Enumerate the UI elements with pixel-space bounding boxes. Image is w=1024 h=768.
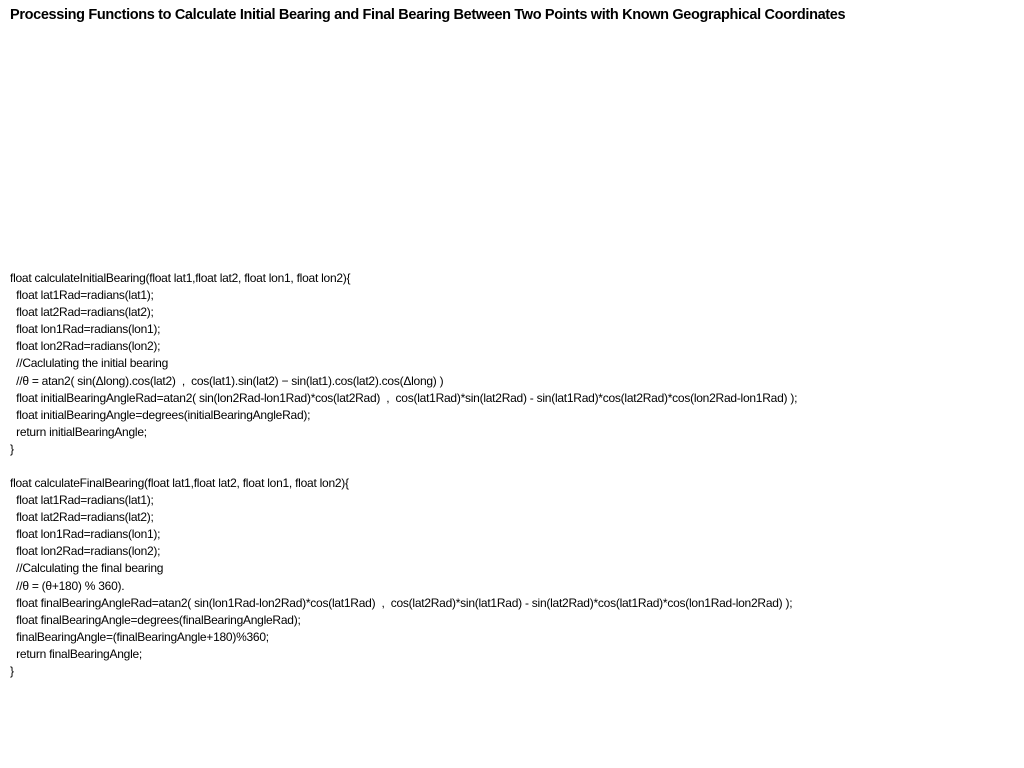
code-line: float calculateInitialBearing(float lat1,float lat2, float lon1, float lon2){ (10, 271, 351, 285)
code-line: float lat2Rad=radians(lat2); (10, 510, 154, 525)
code-line: float lat1Rad=radians(lat1); (10, 493, 154, 508)
code-line: } (10, 441, 14, 456)
code-line: return finalBearingAngle; (10, 646, 142, 661)
code-line: float lon2Rad=radians(lon2); (10, 339, 161, 354)
code-comment: //θ = atan2( sin(Δlong).cos(lat2) , cos(lat1).sin(lat2) − sin(lat1).cos(lat2).cos(Δlong) ) (10, 373, 444, 388)
code-line: float finalBearingAngleRad=atan2( sin(lon1Rad-lon2Rad)*cos(lat1Rad) , cos(lat2Rad)*sin(lat1Rad) - sin(lat2Rad)*cos(lat1Rad)*cos(lon1Rad-lon2Rad) ); (10, 595, 793, 610)
code-line: float initialBearingAngleRad=atan2( sin(lon2Rad-lon1Rad)*cos(lat2Rad) , cos(lat1Rad)*sin(lat2Rad) - sin(lat1Rad)*cos(lat2Rad)*cos(lon2Rad-lon1Rad) ); (10, 390, 798, 405)
page-title: Processing Functions to Calculate Initial Bearing and Final Bearing Between Two Points with Known Geographical Coordinates (10, 7, 846, 23)
code-line: float lon1Rad=radians(lon1); (10, 527, 161, 542)
code-line: } (10, 664, 14, 679)
final-bearing-code-block (10, 475, 792, 680)
code-comment: //Caclulating the initial bearing (10, 356, 169, 371)
code-line: finalBearingAngle=(finalBearingAngle+180)%360; (10, 629, 269, 644)
code-line: float calculateFinalBearing(float lat1,float lat2, float lon1, float lon2){ (10, 476, 349, 490)
code-line: float lat2Rad=radians(lat2); (10, 305, 154, 320)
initial-bearing-code-block (10, 270, 797, 458)
code-line: float lon2Rad=radians(lon2); (10, 544, 161, 559)
code-line: float lon1Rad=radians(lon1); (10, 322, 161, 337)
code-line: float finalBearingAngle=degrees(finalBearingAngleRad); (10, 612, 301, 627)
code-line: return initialBearingAngle; (10, 424, 147, 439)
code-line: float initialBearingAngle=degrees(initialBearingAngleRad); (10, 407, 311, 422)
code-comment: //Calculating the final bearing (10, 561, 164, 576)
code-comment: //θ = (θ+180) % 360). (10, 578, 125, 593)
code-line: float lat1Rad=radians(lat1); (10, 288, 154, 303)
